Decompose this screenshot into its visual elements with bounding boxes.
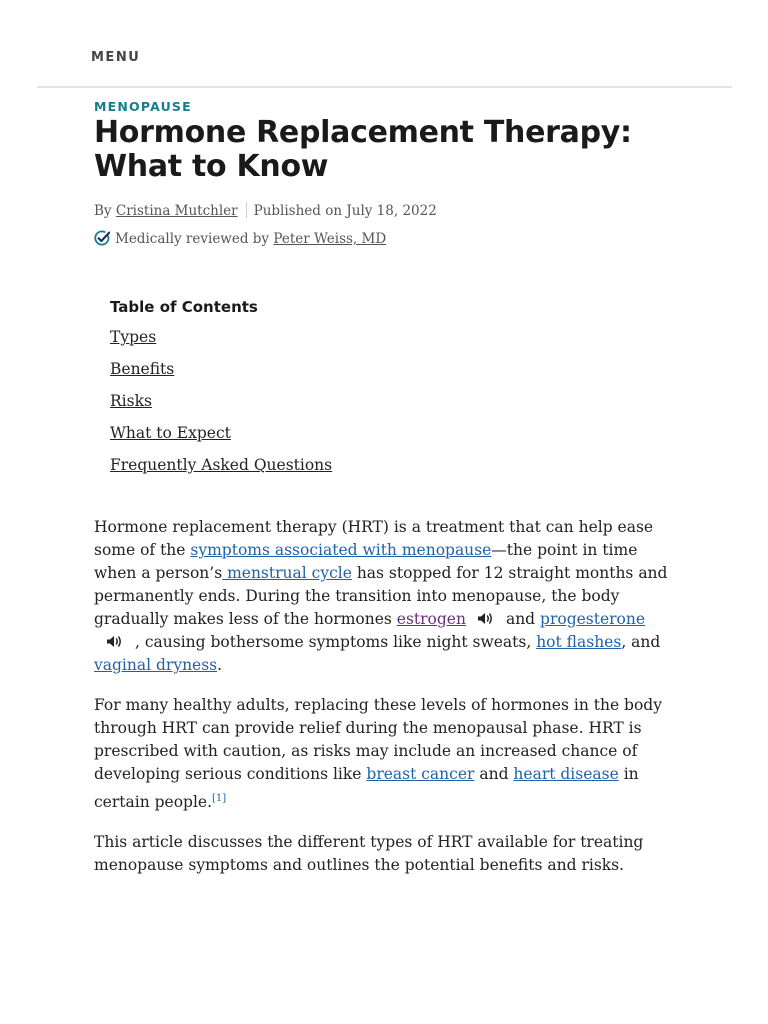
medical-review: [94, 230, 386, 247]
link-hot-flashes[interactable]: hot flashes: [536, 633, 622, 651]
toc-item: [110, 359, 332, 391]
by-prefix: By: [94, 203, 112, 219]
author-link[interactable]: Cristina Mutchler: [115, 203, 238, 219]
link-heart-disease[interactable]: heart disease: [513, 765, 619, 783]
paragraph-summary: This article discusses the different types of HRT available for treating menopause symptoms and outlines the potential benefits and risks.: [94, 833, 644, 875]
published-date: Published on July 18, 2022: [253, 203, 437, 219]
speaker-icon[interactable]: [477, 612, 494, 625]
toc-item: [110, 391, 332, 423]
category-link[interactable]: MENOPAUSE: [94, 99, 192, 114]
toc-item: [110, 327, 332, 359]
toc-link-what-to-expect[interactable]: What to Expect: [110, 424, 231, 442]
toc-link-types[interactable]: Types: [110, 328, 157, 346]
byline: [94, 202, 437, 219]
text: For many healthy adults, replacing these levels of hormones in the body through HRT can provide relief during the menopausal phase. HRT is prescribed with caution, as risks may include an increased chance of developing serious conditions like: [94, 696, 662, 783]
toc-link-benefits[interactable]: Benefits: [110, 360, 175, 378]
toc-list: [110, 327, 332, 487]
paragraph-hrt-relief: [94, 694, 668, 814]
text: —the point in time when a person’s: [94, 541, 638, 582]
text: .: [217, 656, 223, 674]
text: and: [505, 610, 541, 628]
text: , and: [621, 633, 661, 651]
reviewer-link[interactable]: Peter Weiss, MD: [273, 231, 387, 247]
article-title: Hormone Replacement Therapy: What to Know: [94, 115, 632, 184]
text: , causing bothersome symptoms like night sweats,: [135, 633, 537, 651]
link-vaginal-dryness[interactable]: vaginal dryness: [94, 656, 218, 674]
toc-title: Table of Contents: [110, 298, 258, 316]
link-menopause-symptoms[interactable]: symptoms associated with menopause: [190, 541, 492, 559]
toc-item: [110, 423, 332, 455]
toc-link-faq[interactable]: Frequently Asked Questions: [110, 456, 333, 474]
menu-button[interactable]: MENU: [91, 50, 141, 65]
link-menstrual-cycle[interactable]: menstrual cycle: [222, 564, 352, 582]
citation-link[interactable]: [1]: [212, 793, 227, 804]
text: has stopped for 12 straight months and permanently ends. During the transition into menopause, the body gradually makes less of the hormones: [94, 564, 668, 628]
link-estrogen[interactable]: estrogen: [396, 610, 466, 628]
text: in certain people.: [94, 765, 639, 812]
citation: [212, 790, 226, 805]
text: and: [474, 765, 514, 783]
table-of-contents: [110, 298, 332, 487]
check-icon: [94, 230, 110, 246]
link-progesterone[interactable]: progesterone: [540, 610, 646, 628]
link-breast-cancer[interactable]: breast cancer: [366, 765, 475, 783]
article-body: [94, 516, 668, 894]
toc-link-risks[interactable]: Risks: [110, 392, 152, 410]
byline-divider: [246, 202, 247, 218]
toc-item: [110, 455, 332, 487]
site-header: [37, 0, 732, 88]
paragraph-intro: [94, 516, 668, 677]
speaker-icon[interactable]: [106, 635, 123, 648]
text: Hormone replacement therapy (HRT) is a treatment that can help ease some of the: [94, 518, 654, 559]
review-prefix: Medically reviewed by: [115, 231, 270, 247]
